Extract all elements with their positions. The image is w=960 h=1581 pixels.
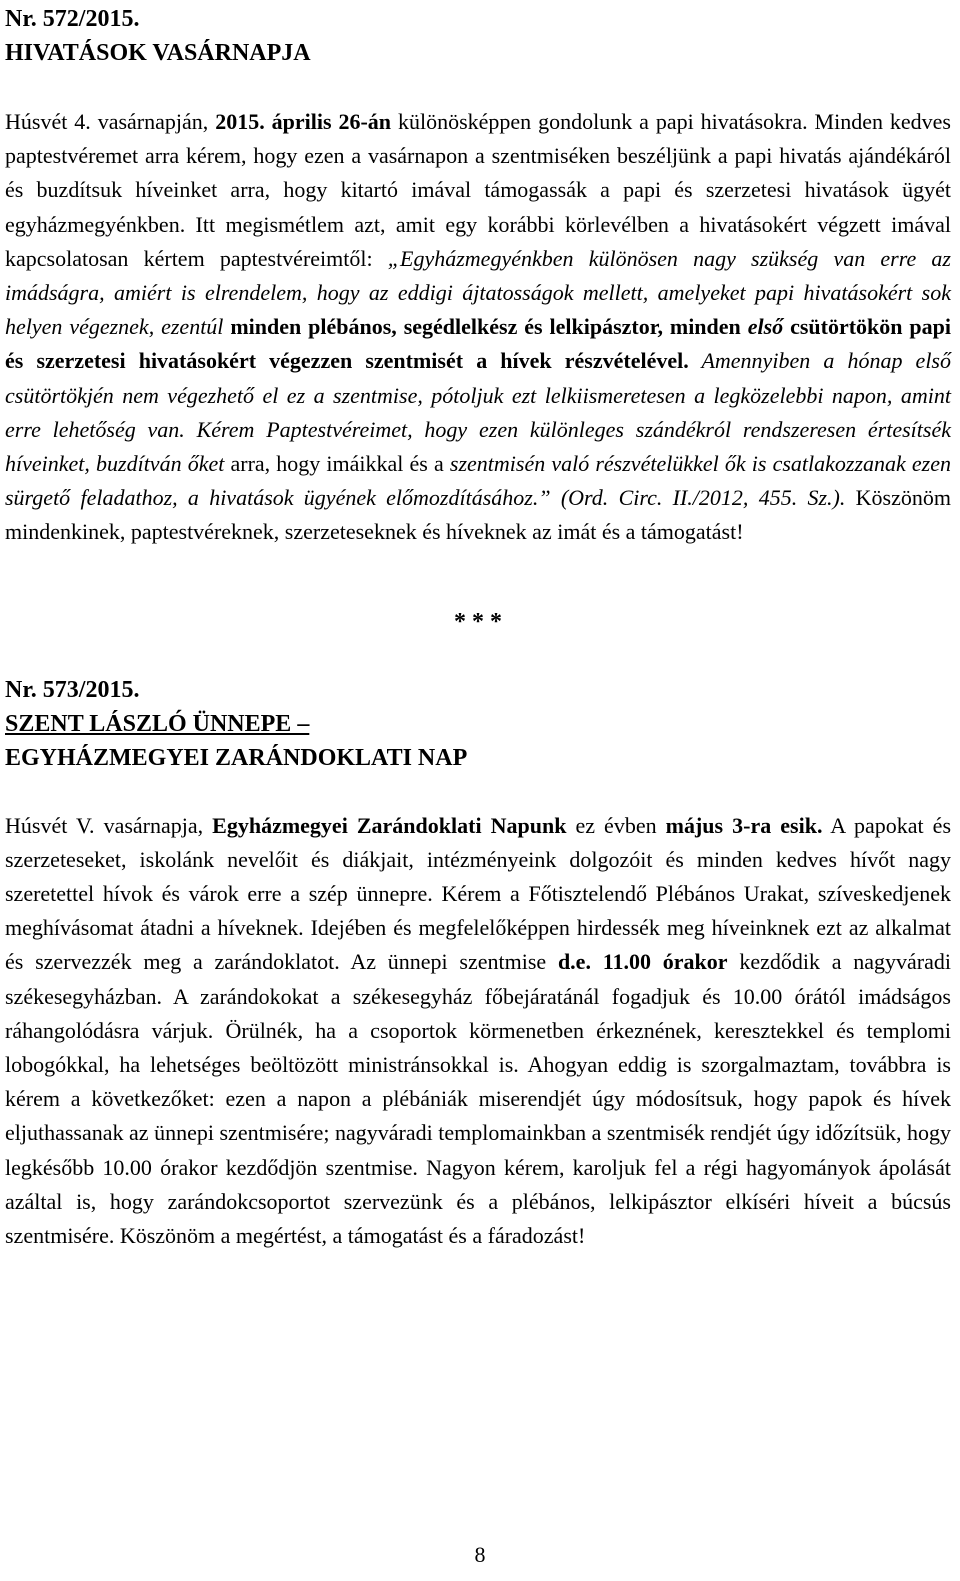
paragraph: Húsvét 4. vasárnapján, 2015. április 26-án különösképpen gondolunk a papi hivatásokra. Minden kedves paptestvéremet arra kérem, hogy ezen a vasárnapon a szentmiséken beszéljünk a papi hivatás ajándékáról és buzdítsuk híveinket arra, hogy kitartó imával támogassák a papi és szerzetesi hivatások ügyét egyházmegyénkben. Itt megismétlem azt, amit egy korábbi körlevélben a hivatásokért végzett imával kapcsolatosan kértem paptestvéreimtől: „Egyházmegyénkben különösen nagy szükség van erre az imádságra, amiért is elrendelem, hogy az eddigi ájtatosságok mellett, amelyeket papi hivatásokért sok helyen végeznek, ezentúl minden plébános, segédlelkész és lelkipásztor, minden első csütörtökön papi és szerzetesi hivatásokért végezzen szentmisét a hívek részvételével. Amennyiben a hónap első csütörtökjén nem végezhető el ez a szentmise, pótoljuk ezt lelkiismeretesen a legközelebbi napon, amint erre lehetőség van. Kérem Paptestvéreimet, hogy ezen különleges szándékról rendszeresen értesítsék híveinket, buzdítván őket arra, hogy imáikkal és a szentmisén való részvételükkel ők is csatlakozzanak ezen sürgető feladathoz, a hivatások ügyének előmozdításához.” (Ord. Circ. II./2012, 455. Sz.). Köszönöm mindenkinek, paptestvéreknek, szerzeteseknek és híveknek az imát és a támogatást! — [5, 109, 952, 545]
paragraph: Húsvét V. vasárnapja, Egyházmegyei Zarándoklati Napunk ez évben május 3-ra esik. A papokat és szerzeteseket, iskolánk nevelőit és diákjait, intézményeink dolgozóit és minden kedves hívőt nagy szeretettel hívok és várok erre a szép ünnepre. Kérem a Főtisztelendő Plébános Urakat, szíveskedjenek meghívásomat átadni a híveknek. Idejében és megfelelőképpen hirdessék meg híveinknek ezt az alkalmat és szervezzék meg a zarándoklatot. Az ünnepi szentmise d.e. 11.00 órakor kezdődik a nagyváradi székesegyházban. A zarándokokat a székesegyház főbejáratánál fogadjuk és 10.00 órától imádságos ráhangolódásra várjuk. Örülnék, ha a csoportok körmenetben érkeznének, keresztekkel és templomi lobogókkal, ha lehetséges beöltözött ministránsokkal is. Ahogyan eddig is szorgalmaztam, továbbra is kérem a következőket: ezen a napon a plébániák miserendjét úgy módosítsuk, hogy papok és hívek eljuthassanak az ünnepi szentmisére; nagyváradi templomainkban a szentmisék rendjét úgy időzítsük, hogy legkésőbb 10.00 órakor kezdődjön szentmise. Nagyon kérem, karoljuk fel a régi hagyományok ápolását azáltal is, hogy zarándokcsoportot szervezünk és a plébános, lelkipásztor elkíséri híveit a búcsús szentmisére. Köszönöm a megértést, a támogatást és a fáradozást! — [5, 812, 952, 1249]
section-separator: * * * — [454, 608, 502, 635]
section-title-line2: EGYHÁZMEGYEI ZARÁNDOKLATI NAP — [5, 744, 468, 771]
page-number: 8 — [474, 1542, 486, 1567]
circular-number: Nr. 572/2015. — [5, 6, 140, 32]
document-page — [5, 0, 951, 1253]
section-title: SZENT LÁSZLÓ ÜNNEPE – — [5, 710, 310, 737]
section-title: HIVATÁSOK VASÁRNAPJA — [5, 40, 311, 66]
circular-number: Nr. 573/2015. — [5, 676, 140, 703]
